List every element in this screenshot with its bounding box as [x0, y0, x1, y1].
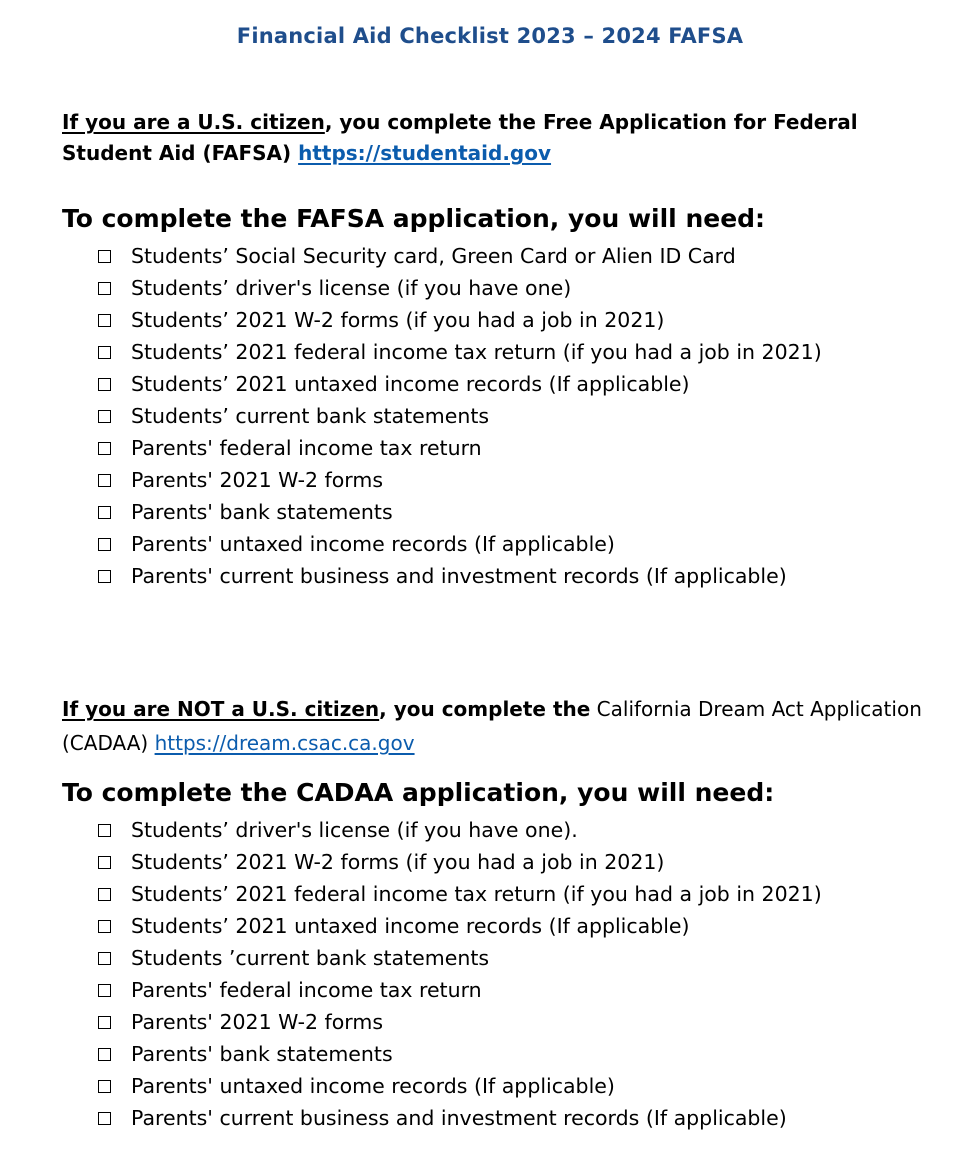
checklist-item-label: Students’ 2021 untaxed income records (If applicable) — [131, 914, 690, 938]
checkbox-icon[interactable] — [98, 952, 111, 965]
checklist-item-label: Parents' 2021 W-2 forms — [131, 1010, 384, 1034]
checklist-item-label: Parents' untaxed income records (If applicable) — [131, 532, 615, 556]
checklist-item[interactable] — [96, 974, 822, 1006]
checklist-item-label: Parents' bank statements — [131, 1042, 393, 1066]
checklist-item[interactable] — [96, 432, 822, 464]
checklist-item[interactable] — [96, 272, 822, 304]
checklist-item-label: Students’ Social Security card, Green Card or Alien ID Card — [131, 244, 736, 268]
checklist-item[interactable] — [96, 942, 822, 974]
checklist-item-label: Parents' bank statements — [131, 500, 393, 524]
checklist-item[interactable] — [96, 560, 822, 592]
checkbox-icon[interactable] — [98, 888, 111, 901]
checklist-item[interactable] — [96, 304, 822, 336]
checklist-item-label: Students’ current bank statements — [131, 404, 490, 428]
checklist-item[interactable] — [96, 496, 822, 528]
checklist-item-label: Parents' current business and investment records (If applicable) — [131, 1106, 787, 1130]
checklist-item[interactable] — [96, 878, 822, 910]
checklist-item-label: Parents' federal income tax return — [131, 978, 482, 1002]
checklist-item[interactable] — [96, 240, 822, 272]
checkbox-icon[interactable] — [98, 538, 111, 551]
checklist-item[interactable] — [96, 1038, 822, 1070]
checkbox-icon[interactable] — [98, 474, 111, 487]
checklist-item[interactable] — [96, 1102, 822, 1134]
checklist-item-label: Parents' untaxed income records (If applicable) — [131, 1074, 615, 1098]
page-title: Financial Aid Checklist 2023 – 2024 FAFSA — [236, 24, 744, 48]
checklist-item[interactable] — [96, 464, 822, 496]
checklist-item-label: Students’ 2021 W-2 forms (if you had a job in 2021) — [131, 308, 665, 332]
checklist-item[interactable] — [96, 528, 822, 560]
checklist-item-label: Students’ 2021 federal income tax return (if you had a job in 2021) — [131, 340, 822, 364]
checkbox-icon[interactable] — [98, 1048, 111, 1061]
checklist-item-label: Students’ 2021 W-2 forms (if you had a job in 2021) — [131, 850, 665, 874]
checkbox-icon[interactable] — [98, 410, 111, 423]
checkbox-icon[interactable] — [98, 378, 111, 391]
cadaa-intro-bold: , you complete the — [379, 697, 591, 721]
checkbox-icon[interactable] — [98, 984, 111, 997]
checklist-item[interactable] — [96, 814, 822, 846]
checkbox-icon[interactable] — [98, 570, 111, 583]
checklist-item-label: Parents' federal income tax return — [131, 436, 482, 460]
cadaa-intro — [62, 692, 922, 760]
cadaa-requirements-heading: To complete the CADAA application, you will need: — [62, 778, 775, 807]
checklist-item-label: Students’ 2021 federal income tax return (if you had a job in 2021) — [131, 882, 822, 906]
checklist-item-label: Students ’current bank statements — [131, 946, 490, 970]
checkbox-icon[interactable] — [98, 250, 111, 263]
cadaa-checklist — [96, 814, 822, 1134]
checklist-item-label: Students’ 2021 untaxed income records (If applicable) — [131, 372, 690, 396]
cadaa-citizen-condition: If you are NOT a U.S. citizen — [62, 697, 380, 721]
fafsa-citizen-condition: If you are a U.S. citizen — [62, 110, 325, 134]
checklist-item[interactable] — [96, 336, 822, 368]
checklist-item-label: Parents' 2021 W-2 forms — [131, 468, 384, 492]
checkbox-icon[interactable] — [98, 1016, 111, 1029]
fafsa-requirements-heading: To complete the FAFSA application, you will need: — [62, 204, 766, 233]
checklist-item-label: Parents' current business and investment records (If applicable) — [131, 564, 787, 588]
checkbox-icon[interactable] — [98, 1112, 111, 1125]
fafsa-intro-text: , you complete the Free Application for Federal Student Aid (FAFSA) — [62, 110, 858, 165]
checklist-item[interactable] — [96, 846, 822, 878]
studentaid-link[interactable]: https://studentaid.gov — [298, 141, 552, 165]
dream-csac-link[interactable]: https://dream.csac.ca.gov — [154, 731, 415, 755]
checklist-item-label: Students’ driver's license (if you have one) — [131, 276, 572, 300]
checkbox-icon[interactable] — [98, 282, 111, 295]
checklist-item-label: Students’ driver's license (if you have one). — [131, 818, 578, 842]
checkbox-icon[interactable] — [98, 442, 111, 455]
fafsa-intro — [62, 107, 922, 169]
fafsa-checklist — [96, 240, 822, 592]
checklist-item[interactable] — [96, 368, 822, 400]
checkbox-icon[interactable] — [98, 920, 111, 933]
cadaa-intro-text: California Dream Act Application (CADAA) — [62, 697, 922, 755]
checkbox-icon[interactable] — [98, 346, 111, 359]
checklist-item[interactable] — [96, 1006, 822, 1038]
checklist-item[interactable] — [96, 1070, 822, 1102]
checklist-item[interactable] — [96, 400, 822, 432]
checkbox-icon[interactable] — [98, 856, 111, 869]
checkbox-icon[interactable] — [98, 824, 111, 837]
checkbox-icon[interactable] — [98, 506, 111, 519]
checkbox-icon[interactable] — [98, 314, 111, 327]
checkbox-icon[interactable] — [98, 1080, 111, 1093]
checklist-item[interactable] — [96, 910, 822, 942]
